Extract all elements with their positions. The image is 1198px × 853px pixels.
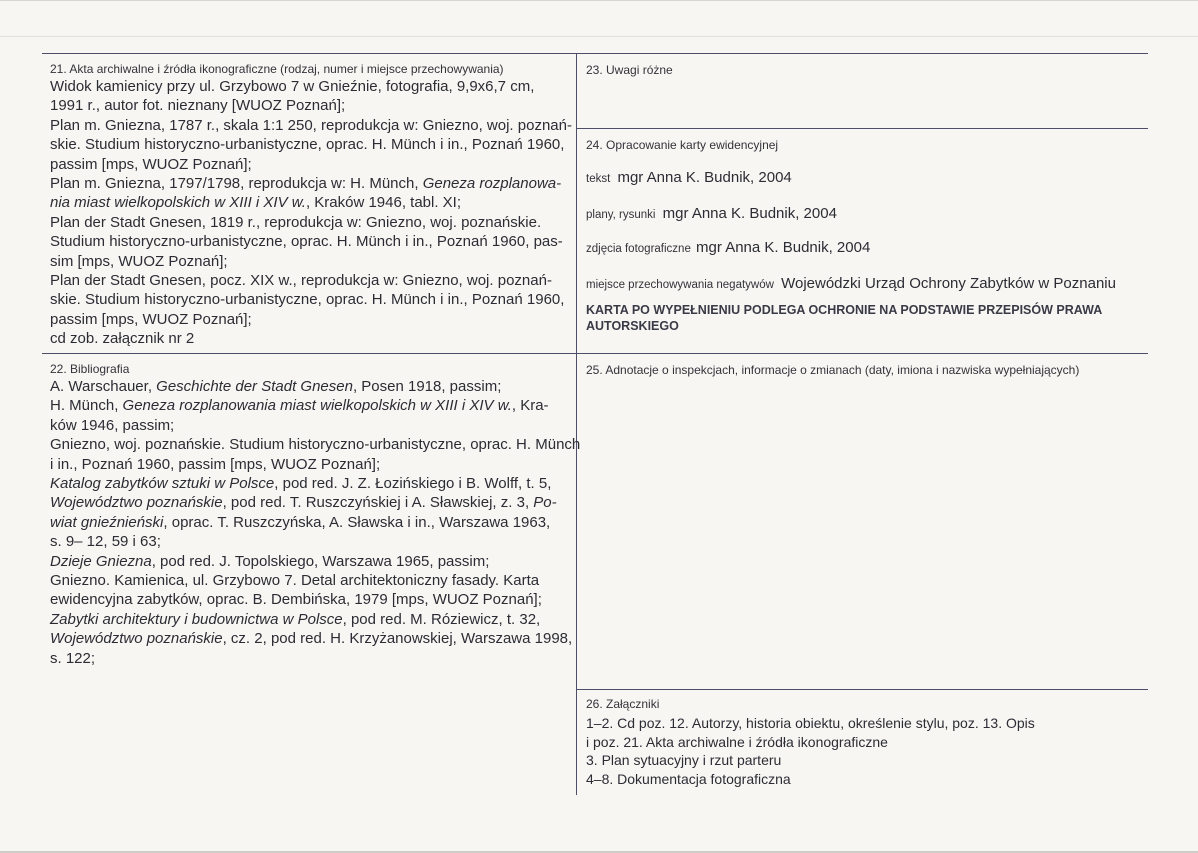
- section-21-line: [50, 232, 572, 251]
- section-22-line-text: , Kra-: [511, 397, 549, 415]
- section-22-line-italic: wiat gnieźnieński: [50, 513, 164, 531]
- section-21-line-text: sim [mps, WUOZ Poznań];: [50, 252, 228, 270]
- section-22-line-text: H. Münch,: [50, 397, 123, 415]
- section-21-line: [50, 310, 572, 329]
- field-miejsce: [586, 275, 1116, 292]
- section-21-line: [50, 329, 572, 348]
- section-22-label: 22. Bibliografia: [50, 362, 130, 376]
- section-22-line: [50, 610, 572, 629]
- section-22-line-italic: Geschichte der Stadt Gnesen: [156, 378, 353, 395]
- field-miejsce-label: miejsce przechowywania negatywów: [586, 279, 774, 291]
- section-22-line-text: , Posen 1918, passim;: [352, 378, 502, 395]
- section-21-line: [50, 135, 572, 154]
- section-21-line: [50, 213, 572, 232]
- table-top-border: [42, 53, 1148, 54]
- section-22-line: [50, 493, 572, 512]
- section-22-line: [50, 435, 581, 454]
- field-tekst-value: mgr Anna K. Budnik, 2004: [617, 169, 792, 186]
- copyright-notice: KARTA PO WYPEŁNIENIU PODLEGA OCHRONIE NA PODSTAWIE PRZEPISÓW PRAWA AUTORSKIEGO: [586, 303, 1102, 333]
- section-22-line-italic: Geneza rozplanowania miast wielkopolskich w XIII i XIV w.: [122, 397, 512, 415]
- section-22-line-text: A. Warschauer,: [50, 378, 157, 395]
- section-22-line: [50, 377, 572, 396]
- section-divider-25-26: [576, 689, 1148, 690]
- field-tekst: [586, 169, 792, 186]
- section-21-body: [50, 77, 572, 349]
- field-plany-value: mgr Anna K. Budnik, 2004: [662, 205, 837, 222]
- section-21-line: [50, 155, 572, 174]
- section-21-line: [50, 252, 572, 271]
- section-22-body: [50, 377, 581, 668]
- section-22: [50, 362, 581, 668]
- section-22-line-text: ków 1946, passim;: [50, 416, 175, 434]
- attachment-item: 4–8. Dokumentacja fotograficzna: [586, 770, 791, 787]
- section-22-line: [50, 629, 572, 648]
- section-26-body: [586, 714, 1146, 788]
- section-26: [586, 697, 1146, 788]
- section-22-line-text: , pod red. M. Róziewicz, t. 32,: [342, 610, 541, 628]
- section-21-line-text: Widok kamienicy przy ul. Grzybowo 7 w Gnieźnie, fotografia, 9,9x6,7 cm,: [50, 78, 535, 95]
- field-plany-label: plany, rysunki: [586, 209, 656, 221]
- section-21-line-text: Plan m. Gniezna, 1797/1798, reprodukcja w: H. Münch,: [50, 175, 423, 193]
- section-22-line: [50, 552, 572, 571]
- section-21-line-text: passim [mps, WUOZ Poznań];: [50, 310, 252, 328]
- field-miejsce-value: Wojewódzki Urząd Ochrony Zabytków w Poznaniu: [781, 275, 1116, 292]
- section-divider-21-22: [42, 353, 576, 354]
- section-22-line: [50, 513, 572, 532]
- section-22-line: [50, 571, 572, 590]
- section-21-line-text: 1991 r., autor fot. nieznany [WUOZ Poznań];: [50, 97, 346, 115]
- section-22-line-italic: Katalog zabytków sztuki w Polsce: [50, 475, 275, 493]
- section-25-label: 25. Adnotacje o inspekcjach, informacje o zmianach (daty, imiona i nazwiska wypełniających): [586, 363, 1080, 377]
- section-21-line-text: skie. Studium historyczno-urbanistyczne, oprac. H. Münch i in., Poznań 1960,: [50, 136, 565, 154]
- section-21-line-text: Studium historyczno-urbanistyczne, oprac. H. Münch i in., Poznań 1960, pas-: [50, 233, 563, 251]
- section-22-line-text: i in., Poznań 1960, passim [mps, WUOZ Poznań];: [50, 455, 381, 473]
- section-21-line-text: passim [mps, WUOZ Poznań];: [50, 155, 252, 173]
- section-22-line-text: , cz. 2, pod red. H. Krzyżanowskiej, Warszawa 1998,: [222, 630, 573, 648]
- section-21-line-text: Plan der Stadt Gnesen, pocz. XIX w., reprodukcja w: Gniezno, woj. poznań-: [50, 272, 552, 290]
- section-22-line-text: ewidencyjna zabytków, oprac. B. Dembińska, 1979 [mps, WUOZ Poznań];: [50, 591, 542, 609]
- section-22-line-italic: Zabytki architektury i budownictwa w Polsce: [50, 610, 343, 628]
- attachment-item: i poz. 21. Akta archiwalne i źródła ikonograficzne: [586, 733, 888, 750]
- section-22-line-text: , pod red. J. Topolskiego, Warszawa 1965, passim;: [151, 552, 490, 570]
- section-22-line-italic: Województwo poznańskie: [50, 494, 223, 512]
- section-22-line-text: Gniezno, woj. poznańskie. Studium historyczno-urbanistyczne, oprac. H. Münch: [50, 436, 581, 454]
- section-22-line: [50, 532, 572, 551]
- section-22-line-text: , pod red. J. Z. Łozińskiego i B. Wolff, t. 5,: [274, 475, 552, 493]
- scan-top-line: [0, 36, 1198, 37]
- section-21-line: [50, 116, 572, 135]
- section-21-line-text: skie. Studium historyczno-urbanistyczne, oprac. H. Münch i in., Poznań 1960,: [50, 291, 565, 309]
- section-21-line: [50, 174, 572, 193]
- section-21-line-italic: Geneza rozplanowa-: [422, 175, 562, 193]
- section-21-line: [50, 290, 572, 309]
- section-divider-24-25: [576, 353, 1148, 354]
- section-23-label: 23. Uwagi różne: [586, 63, 673, 77]
- section-21-line-italic: nia miast wielkopolskich w XIII i XIV w.: [50, 194, 306, 212]
- section-22-line-text: , oprac. T. Ruszczyńska, A. Sławska i in., Warszawa 1963,: [163, 513, 551, 531]
- section-21-line-text: Plan der Stadt Gnesen, 1819 r., reprodukcja w: Gniezno, woj. poznańskie.: [50, 213, 542, 231]
- section-22-line-text: , pod red. T. Ruszczyńskiej i A. Sławskiej, z. 3,: [222, 494, 534, 512]
- section-22-line: [50, 590, 572, 609]
- field-zdjecia-label: zdjęcia fotograficzne: [586, 243, 691, 255]
- section-21-line: [50, 271, 572, 290]
- section-21: [50, 62, 572, 349]
- section-21-line-text: Plan m. Gniezna, 1787 r., skala 1:1 250, reprodukcja w: Gniezno, woj. poznań-: [50, 116, 572, 134]
- section-22-line: [50, 396, 572, 415]
- section-26-label: 26. Załączniki: [586, 697, 660, 711]
- section-22-line-italic: Po-: [533, 494, 557, 512]
- column-divider: [576, 53, 577, 795]
- attachment-item: 3. Plan sytuacyjny i rzut parteru: [586, 752, 782, 769]
- section-22-line: [50, 649, 572, 668]
- section-21-line: [50, 77, 572, 96]
- section-21-label: 21. Akta archiwalne i źródła ikonograficzne (rodzaj, numer i miejsce przechowywania): [50, 62, 504, 76]
- section-21-line-text: , Kraków 1946, tabl. XI;: [305, 194, 462, 212]
- section-24-label: 24. Opracowanie karty ewidencyjnej: [586, 138, 779, 152]
- section-divider-23-24: [576, 128, 1148, 129]
- section-21-line-text: cd zob. załącznik nr 2: [50, 330, 195, 348]
- section-22-line-text: s. 122;: [50, 649, 96, 667]
- section-22-line: [50, 474, 572, 493]
- section-22-line-italic: Województwo poznańskie: [50, 630, 223, 648]
- section-21-line: [50, 193, 572, 212]
- field-zdjecia: [586, 239, 870, 256]
- field-zdjecia-value: mgr Anna K. Budnik, 2004: [696, 239, 871, 256]
- section-22-line: [50, 416, 572, 435]
- section-22-line: [50, 455, 572, 474]
- attachment-item: 1–2. Cd poz. 12. Autorzy, historia obiektu, określenie stylu, poz. 13. Opis: [586, 715, 1035, 731]
- section-21-line: [50, 96, 572, 115]
- field-tekst-label: tekst: [586, 173, 611, 185]
- section-22-line-text: Gniezno. Kamienica, ul. Grzybowo 7. Detal architektoniczny fasady. Karta: [50, 572, 540, 590]
- section-22-line-italic: Dzieje Gniezna: [50, 552, 152, 570]
- section-22-line-text: s. 9– 12, 59 i 63;: [50, 533, 161, 551]
- field-plany: [586, 205, 837, 222]
